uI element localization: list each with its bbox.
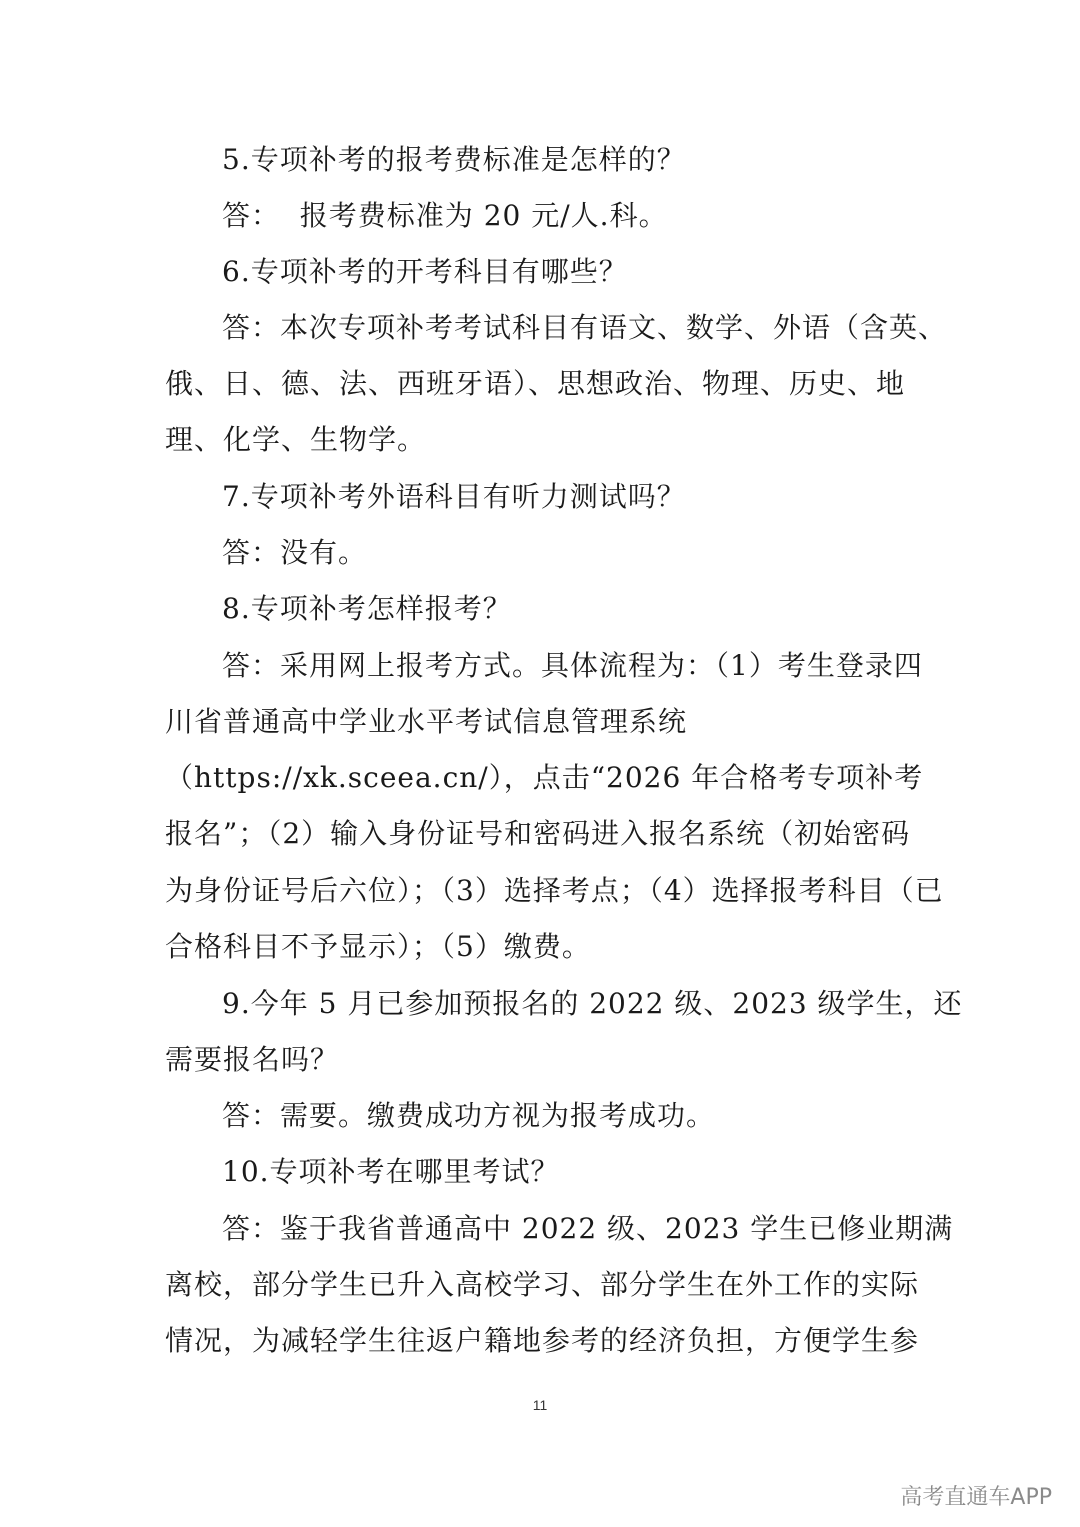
answer-8-line-4: 报名”；（2）输入身份证号和密码进入报名系统（初始密码 (165, 817, 911, 850)
answer-5: 答： 报考费标准为 20 元/人.科。 (222, 199, 668, 232)
answer-8-line-1: 答：采用网上报考方式。具体流程为：（1）考生登录四 (222, 649, 923, 682)
answer-8-line-3: （https://xk.sceea.cn/），点击“2026 年合格考专项补考 (165, 761, 924, 794)
answer-6-line-3: 理、化学、生物学。 (165, 423, 427, 456)
question-10: 10.专项补考在哪里考试？ (222, 1155, 560, 1188)
answer-8-line-2: 川省普通高中学业水平考试信息管理系统 (165, 705, 688, 738)
question-9-line-2: 需要报名吗？ (165, 1043, 340, 1076)
answer-9: 答：需要。缴费成功方视为报考成功。 (222, 1099, 716, 1132)
answer-10-line-2: 离校，部分学生已升入高校学习、部分学生在外工作的实际 (165, 1268, 920, 1301)
question-5: 5.专项补考的报考费标准是怎样的？ (222, 143, 686, 176)
answer-10-line-1: 答：鉴于我省普通高中 2022 级、2023 学生已修业期满 (222, 1212, 954, 1245)
question-8: 8.专项补考怎样报考？ (222, 592, 512, 625)
answer-6-line-2: 俄、日、德、法、西班牙语）、思想政治、物理、历史、地 (165, 367, 906, 400)
answer-10-line-3: 情况，为减轻学生往返户籍地参考的经济负担，方便学生参 (165, 1324, 920, 1357)
question-9-line-1: 9.今年 5 月已参加预报名的 2022 级、2023 级学生，还 (222, 987, 963, 1020)
watermark-logo-text: 高考直通车APP (900, 1485, 1052, 1510)
answer-8-line-6: 合格科目不予显示）；（5）缴费。 (165, 930, 591, 963)
answer-8-line-5: 为身份证号后六位）；（3）选择考点；（4）选择报考科目（已 (165, 874, 944, 907)
page-number: 11 (532, 1397, 548, 1413)
answer-7: 答：没有。 (222, 536, 368, 569)
question-7: 7.专项补考外语科目有听力测试吗？ (222, 480, 686, 513)
answer-6-line-1: 答：本次专项补考考试科目有语文、数学、外语（含英、 (222, 311, 948, 344)
question-6: 6.专项补考的开考科目有哪些？ (222, 255, 628, 288)
